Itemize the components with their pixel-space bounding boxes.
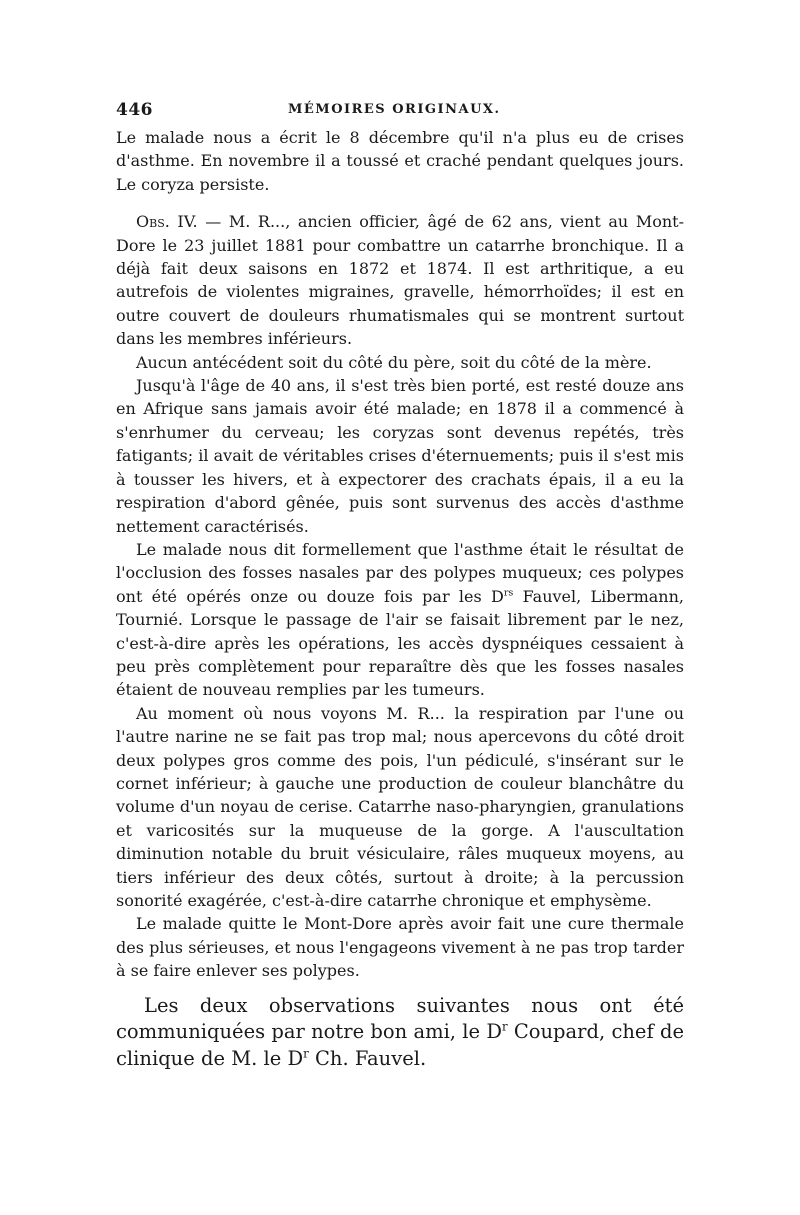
paragraph-5-superscript: rs	[503, 587, 514, 599]
note-superscript-1: r	[501, 1019, 508, 1034]
page-number: 446	[116, 100, 153, 120]
page-header	[116, 100, 684, 126]
note-text-c: Ch. Fauvel.	[308, 1046, 427, 1070]
paragraph-5-text-b: Fauvel, Libermann, Tournié. Lorsque le passage de l'air se faisait librement par le nez, c'est-à-dire après les opérations, les accès dyspnéiques cessaient à peu près complètement pour reparaître dès que les fosses nasales étaient de nouveau remplies par les tumeurs.	[116, 586, 685, 700]
body-text	[116, 126, 684, 1072]
paragraph-6: Au moment où nous voyons M. R... la respiration par l'une ou l'autre narine ne se fait pas trop mal; nous apercevons du côté droit deux polypes gros comme des pois, l'un pédiculé, s'insérant sur le cornet inférieur; à gauche une production de couleur blanchâtre du volume d'un noyau de cerise. Catarrhe naso-pharyngien, granulations et varicosités sur la muqueuse de la gorge. A l'auscultation diminution notable du bruit vésiculaire, râles muqueux moyens, au tiers inférieur des deux côtés, surtout à droite; à la percussion sonorité exagérée, c'est-à-dire catarrhe chronique et emphysème.	[116, 703, 684, 910]
paragraph-7: Le malade quitte le Mont-Dore après avoir fait une cure thermale des plus sérieuses, et nous l'engageons vivement à ne pas trop tarder à se faire enlever ses polypes.	[116, 914, 684, 981]
paragraph-5-text-a: Le malade nous dit formellement que l'asthme était le résultat de l'occlusion des fosses nasales par des polypes muqueux; ces polypes ont été opérés onze ou douze fois par les D	[116, 539, 684, 606]
editorial-note	[116, 993, 684, 1073]
paragraph-1: Le malade nous a écrit le 8 décembre qu'il n'a plus eu de crises d'asthme. En novembre il a toussé et craché pendant quelques jours. Le coryza persiste.	[116, 128, 684, 194]
paragraph-obs-iv	[116, 210, 684, 350]
note-text-a: Les deux observations suivantes nous ont été communiquées par notre bon ami, le D	[116, 993, 684, 1044]
document-page	[116, 100, 684, 1072]
paragraph-5	[116, 538, 684, 702]
paragraph-3: Aucun antécédent soit du côté du père, soit du côté de la mère.	[136, 352, 652, 372]
observation-label: Obs. IV.	[136, 212, 198, 232]
note-superscript-2: r	[303, 1046, 309, 1061]
note-text-b: Coupard, chef de clinique de M. le D	[116, 1020, 684, 1070]
paragraph-4: Jusqu'à l'âge de 40 ans, il s'est très bien porté, est resté douze ans en Afrique sans jamais avoir été malade; en 1878 il a commencé à s'enrhumer du cerveau; les coryzas sont devenus repétés, très fatigants; il avait de véritables crises d'éternuements; puis il s'est mis à tousser les hivers, et à expectorer des crachats épais, il a eu la respiration d'abord gênée, puis sont survenus des accès d'asthme nettement caractérisés.	[116, 376, 684, 536]
running-head: MÉMOIRES ORIGINAUX.	[288, 102, 501, 117]
paragraph-2-text: — M. R..., ancien officier, âgé de 62 ans, vient au Mont-Dore le 23 juillet 1881 pour combattre un catarrhe bronchique. Il a déjà fait deux saisons en 1872 et 1874. Il est arthritique, a eu autrefois de violentes migraines, gravelle, hémorrhoïdes; il est en outre couvert de douleurs rhumatismales qui se montrent surtout dans les membres inférieurs.	[116, 212, 685, 349]
